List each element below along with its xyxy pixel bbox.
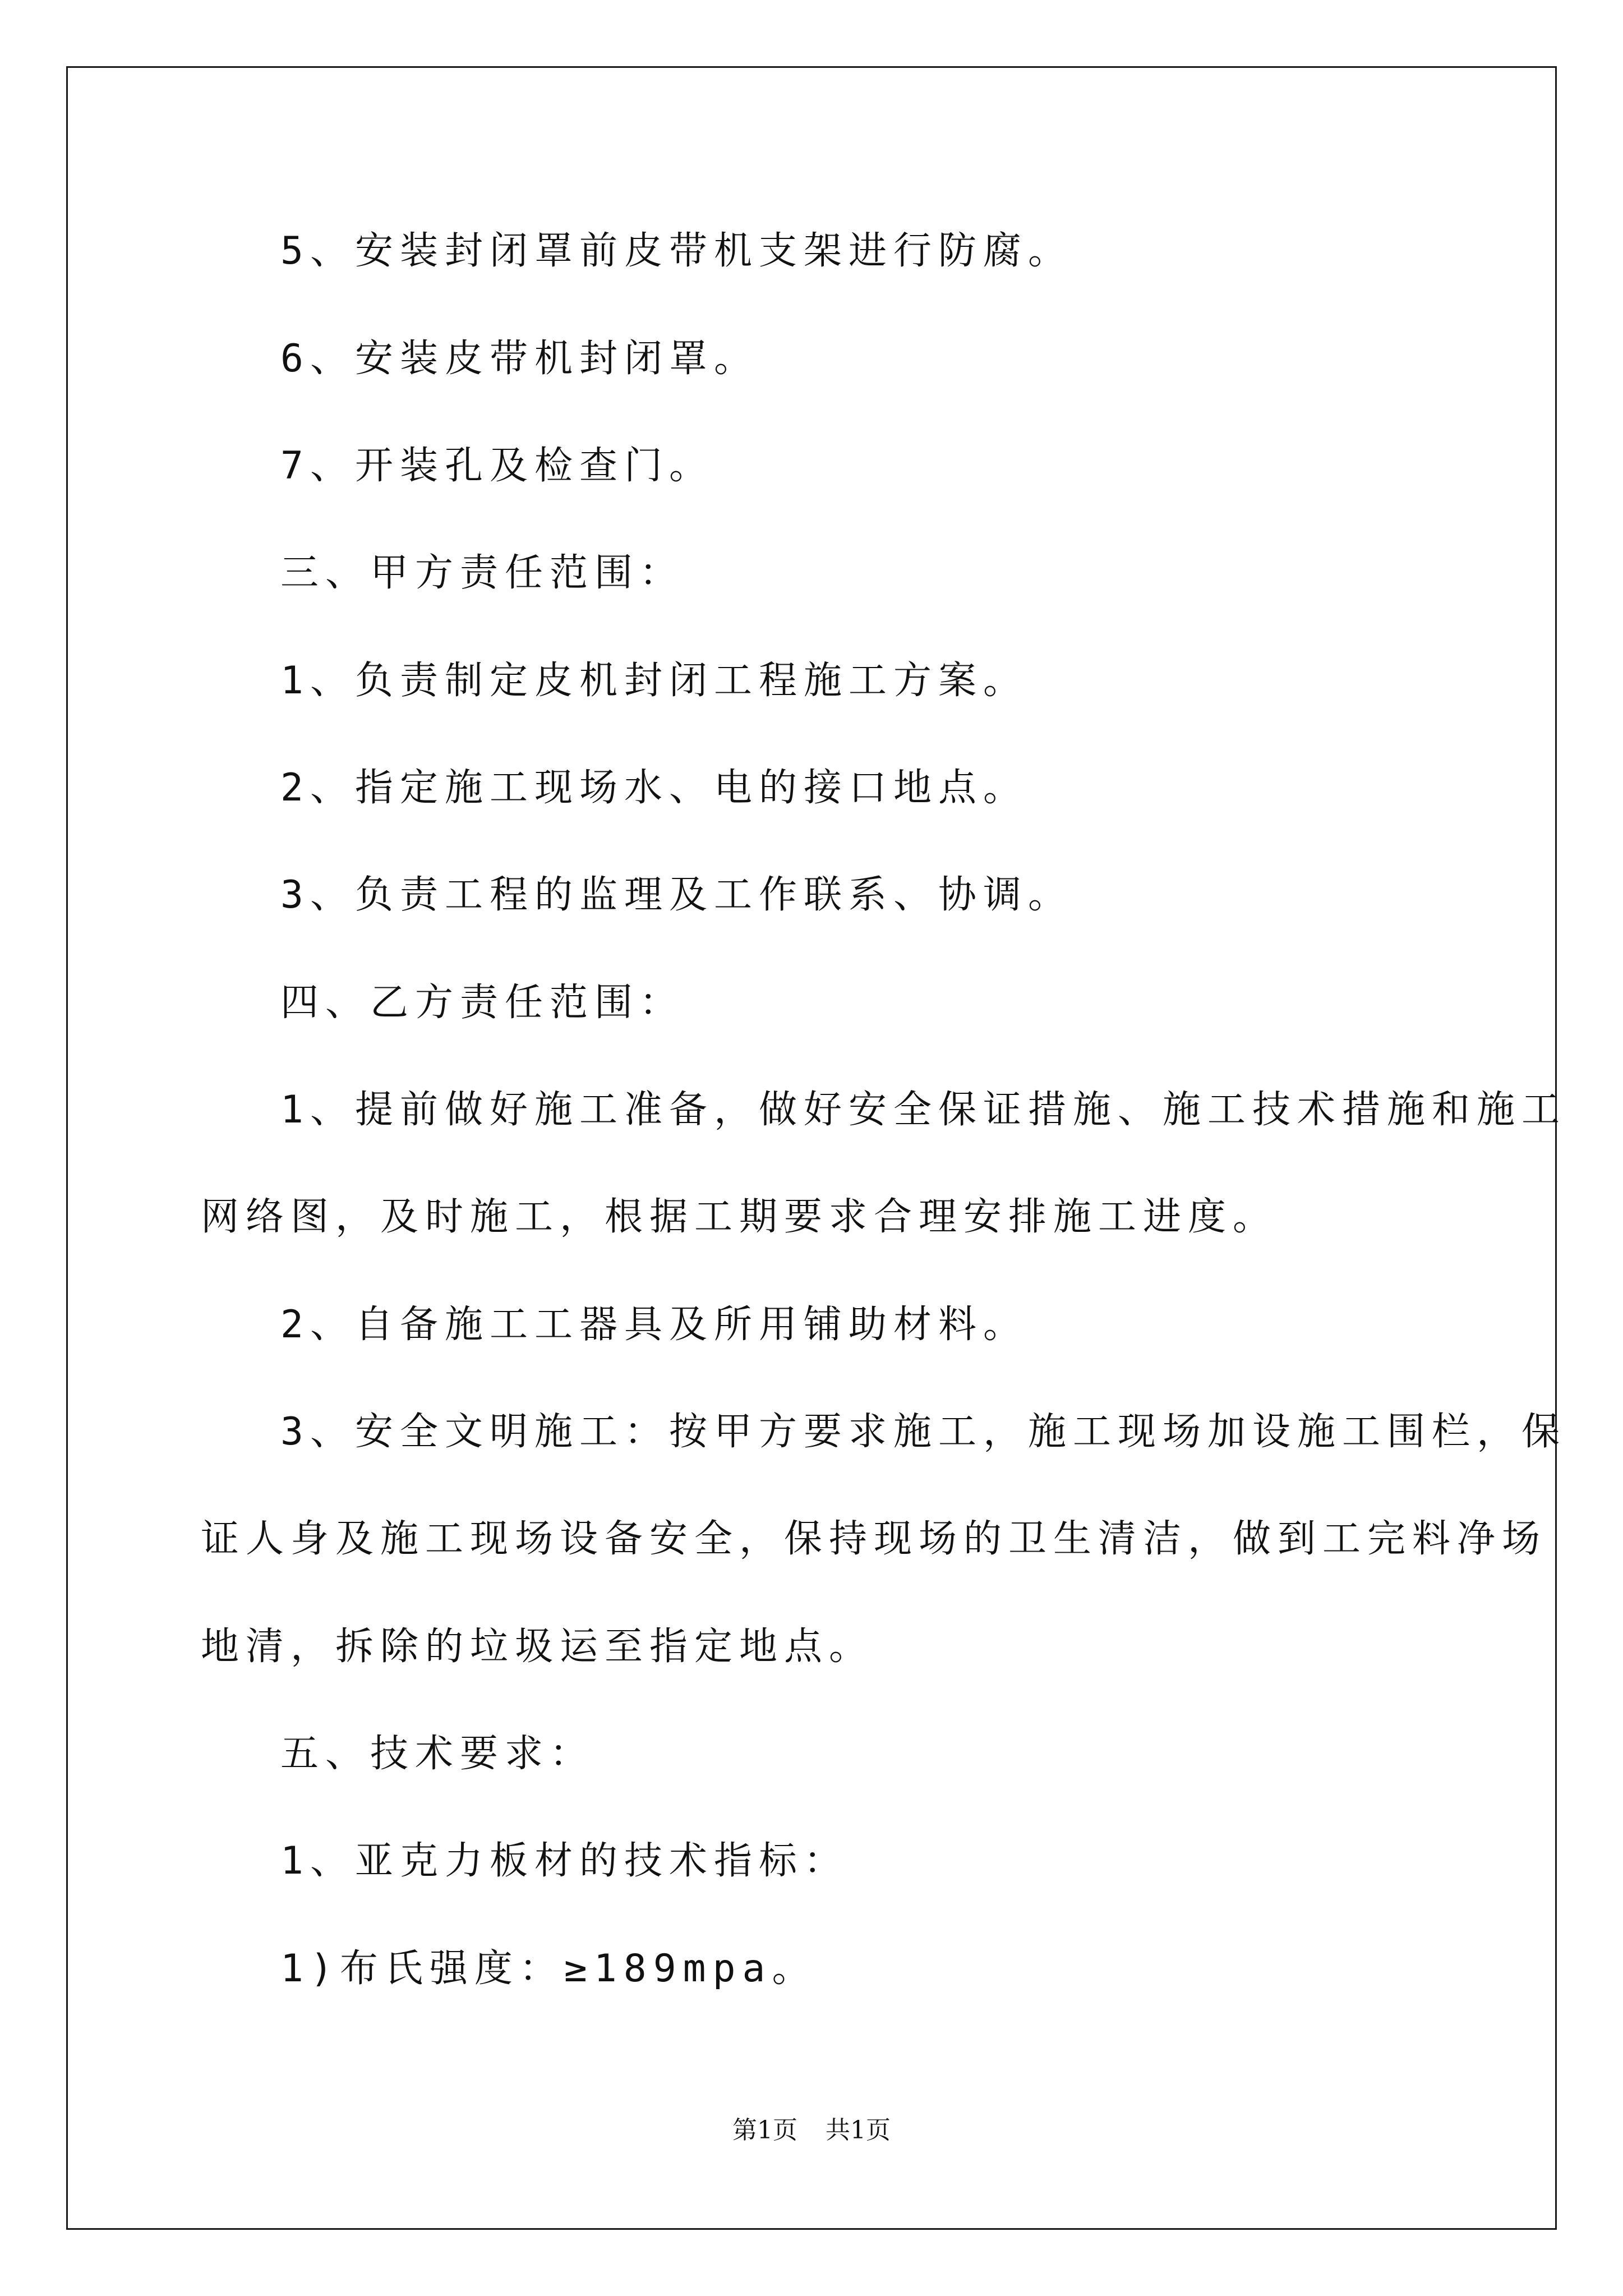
paragraph-line: 2、指定施工现场水、电的接口地点。 (280, 766, 1028, 810)
section-heading: 四、乙方责任范围： (280, 981, 685, 1025)
paragraph-line: 地清，拆除的垃圾运至指定地点。 (201, 1625, 874, 1669)
paragraph-line: 证人身及施工现场设备安全，保持现场的卫生清洁，做到工完料净场 (201, 1517, 1547, 1561)
page-number-current: 第1页 (732, 2116, 797, 2145)
page-border (66, 66, 1557, 2230)
paragraph-line: 6、安装皮带机封闭罩。 (280, 337, 759, 381)
paragraph-line: 7、开装孔及检查门。 (280, 444, 714, 488)
paragraph-line: 5、安装封闭罩前皮带机支架进行防腐。 (280, 229, 1073, 273)
paragraph-line: 1、亚克力板材的技术指标： (280, 1839, 849, 1883)
paragraph-line: 网络图，及时施工，根据工期要求合理安排施工进度。 (201, 1195, 1278, 1239)
paragraph-line: 2、自备施工工器具及所用铺助材料。 (280, 1303, 1028, 1347)
paragraph-line: 3、负责工程的监理及工作联系、协调。 (280, 873, 1073, 917)
paragraph-line: 1、提前做好施工准备，做好安全保证措施、施工技术措施和施工 (280, 1088, 1566, 1132)
paragraph-line: 1)布氏强度：≥189mpa。 (280, 1947, 817, 1991)
paragraph-line: 1、负责制定皮机封闭工程施工方案。 (280, 659, 1028, 703)
page-number-total: 共1页 (826, 2116, 891, 2145)
section-heading: 五、技术要求： (280, 1732, 595, 1776)
page-footer (0, 2114, 1623, 2147)
paragraph-line: 3、安全文明施工：按甲方要求施工，施工现场加设施工围栏，保 (280, 1410, 1566, 1454)
section-heading: 三、甲方责任范围： (280, 551, 685, 595)
